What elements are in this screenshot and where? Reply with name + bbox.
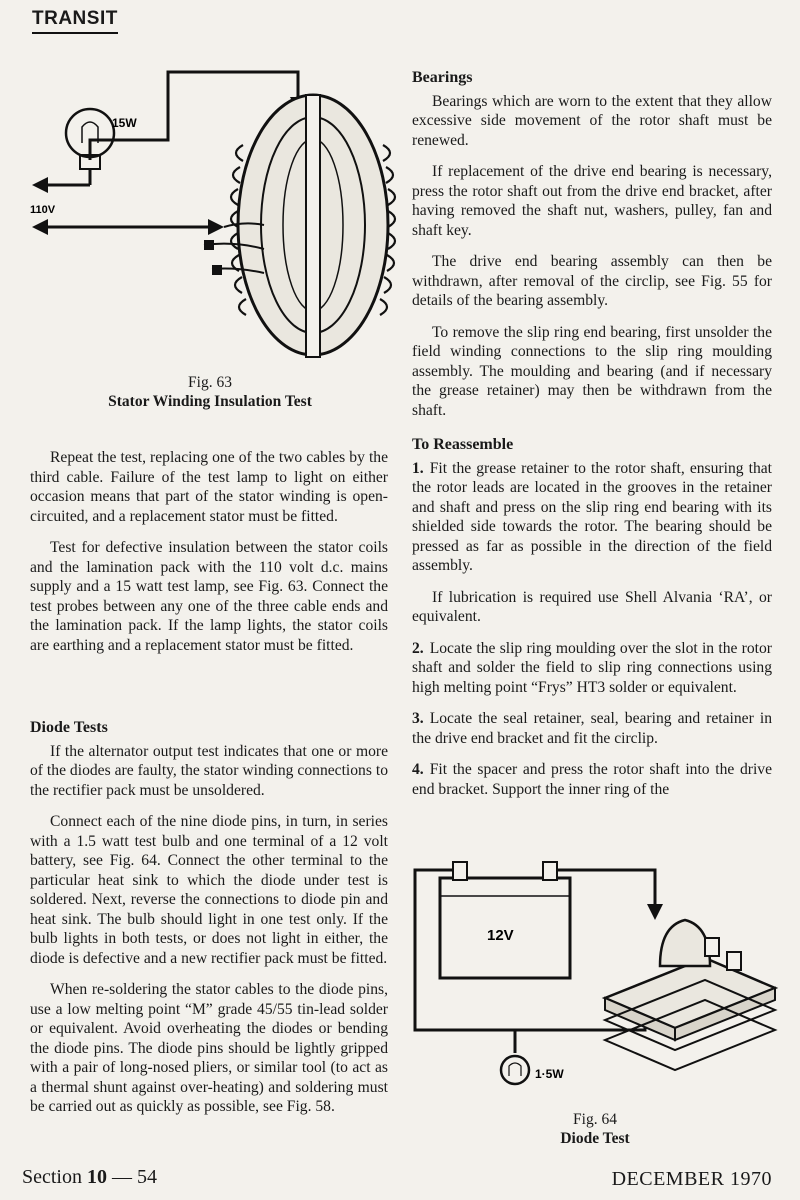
fig63-title: Stator Winding Insulation Test [108,393,312,410]
fig63-diagram [28,55,398,375]
battery-voltage-label: 12V [487,927,514,944]
paragraph: If lubrication is required use Shell Alvania ‘RA’, or equivalent. [412,588,772,625]
paragraph: If replacement of the drive end bearing is necessary, press the rotor shaft out from the drive end bracket, after having removed the shaft nut, washers, pulley, fan and shaft key. [412,163,772,239]
section-page-label: Section 10 — 54 [22,1166,157,1188]
paragraph: Bearings which are worn to the extent that they allow excessive side movement of the rotor shaft must be renewed. [412,92,772,149]
bulb-watt-label: 1·5W [535,1067,564,1081]
voltage-label: 110V [30,204,56,216]
numbered-step: 2. Locate the slip ring moulding over the slot in the rotor shaft and solder the field to slip ring connections using high melting point “Frys” HT3 solder or equivalent. [412,639,772,696]
stator-icon [204,95,395,357]
numbered-step: 3. Locate the seal retainer, seal, bearing and retainer in the drive end bracket and fit the circlip. [412,710,772,747]
paragraph: Test for defective insulation between the stator coils and the lamination pack with the 110 volt d.c. mains supply and a 15 watt test lamp, see Fig. 63. Connect the test probes between any one of the three cable ends and the lamination pack. If the lamp lights, the stator coils are earthing and a replacement stator must be fitted. [30,539,388,654]
section-heading: To Reassemble [412,436,514,453]
header-brand: TRANSIT [32,8,118,34]
fig64-caption [520,1110,670,1148]
diode-tests-section [30,718,388,1129]
fig64-diagram [405,848,780,1108]
fig63-number: Fig. 63 [188,374,232,391]
section-heading: Bearings [412,69,473,86]
paragraph: To remove the slip ring end bearing, first unsolder the field winding connections to the slip ring moulding assembly. The moulding and bearing (and if necessary the grease retainer) may then be withdrawn from the shaft. [412,323,772,419]
fig63-caption [40,373,380,411]
section-heading: Diode Tests [30,719,108,736]
left-column [30,448,388,667]
reassemble-section [412,435,772,811]
battery-icon [440,862,570,978]
paragraph: When re-soldering the stator cables to the diode pins, use a low melting point “M” grade 45/55 tin-lead solder or equivalent. Avoid overheating the diodes or bending the diode pins. The diode pins should be lightly gripped with a pair of long-nosed pliers, or similar tool (to act as a thermal shunt against over-heating) and soldering must be carried out as quickly as possible, see Fig. 58. [30,981,388,1115]
paragraph: Connect each of the nine diode pins, in turn, in series with a 1.5 watt test bulb and one terminal of a 12 volt battery, see Fig. 64. Connect the other terminal to the particular heat sink to which the diode under test is soldered. Next, reverse the connections to diode pin and heat sink. The bulb should light in one test only. If the bulb lights in both tests, or does not light in either, the diode is defective and a new rectifier pack must be fitted. [30,813,388,967]
paragraph: Repeat the test, replacing one of the two cables by the third cable. Failure of the test lamp to light on either occasion means that part of the stator winding is open-circuited, and a replacement stator must be fitted. [30,449,388,525]
numbered-step: 4. Fit the spacer and press the rotor shaft into the drive end bracket. Support the inner ring of the [412,761,772,798]
rectifier-pack-icon [605,920,775,1070]
paragraph: If the alternator output test indicates that one or more of the diodes are faulty, the stator winding connections to the rectifier pack must be unsoldered. [30,742,388,799]
fig64-number: Fig. 64 [573,1111,617,1128]
fig64-title: Diode Test [560,1130,630,1147]
bearings-section [412,68,772,432]
bulb-icon [501,1056,529,1084]
numbered-step: 1. Fit the grease retainer to the rotor shaft, ensuring that the rotor leads are located in the grooves in the retainer and shaft and press on the slip ring end bearing with its shielded side towards the rotor. The bearing should be pressed as far as possible in the direction of the field assembly. [412,459,772,574]
paragraph: The drive end bearing assembly can then be withdrawn, after removal of the circlip, see Fig. 55 for details of the bearing assembly. [412,253,772,309]
publication-date: DECEMBER 1970 [611,1168,772,1190]
lamp-watt-label: 15W [112,116,137,130]
